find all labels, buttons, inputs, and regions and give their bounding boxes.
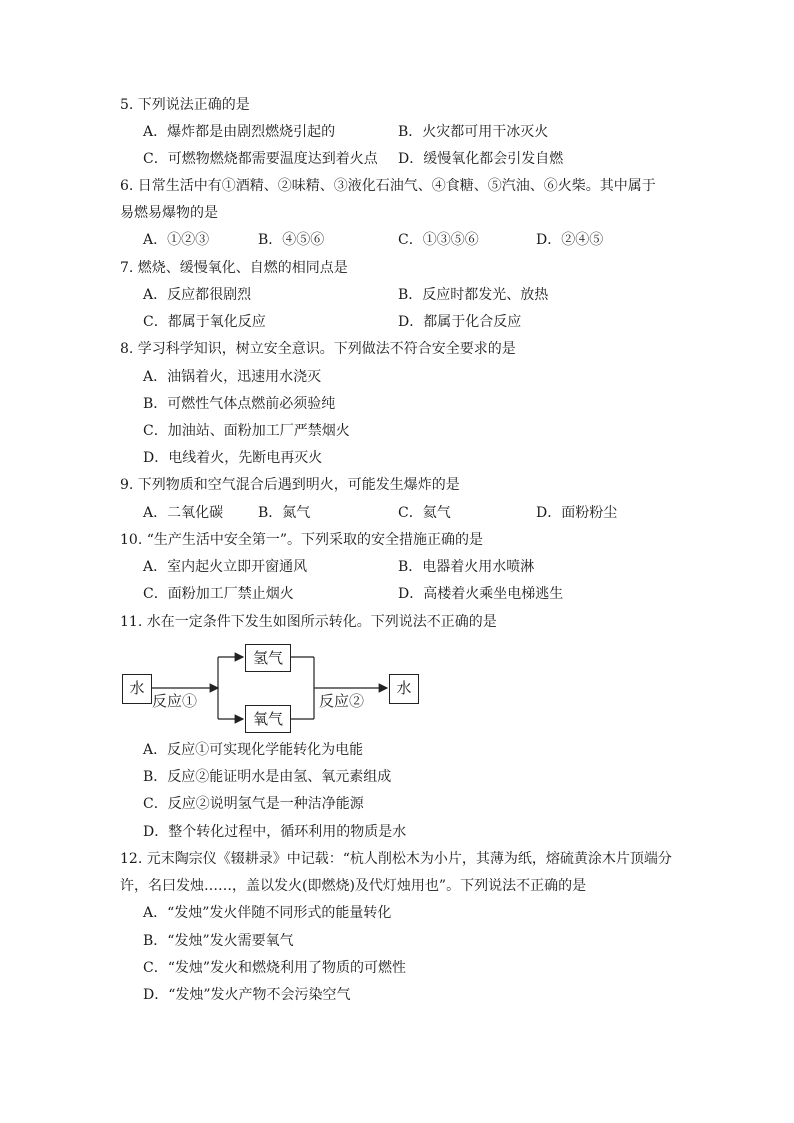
q10-option-d: D．高楼着火乘坐电梯逃生 <box>398 586 564 602</box>
q7-option-b: B．反应时都发光、放热 <box>398 287 549 303</box>
q11-option-c: C．反应②说明氢气是一种洁净能源 <box>143 796 364 812</box>
q10-stem: 10. “生产生活中安全第一”。下列采取的安全措施正确的是 <box>120 532 484 548</box>
q9-option-a: A．二氧化碳 <box>143 505 224 521</box>
q8-option-c: C．加油站、面粉加工厂严禁烟火 <box>143 423 350 439</box>
q6-option-a: A．①②③ <box>143 232 210 248</box>
q12-stem-line2: 许，名曰发烛……，盖以发火(即燃烧)及代灯烛用也”。下列说法不正确的是 <box>120 878 587 894</box>
q11-option-d: D．整个转化过程中，循环利用的物质是水 <box>143 824 407 840</box>
q5-option-b: B．火灾都可用干冰灭火 <box>398 124 549 140</box>
q9-stem: 9. 下列物质和空气混合后遇到明火，可能发生爆炸的是 <box>120 477 460 493</box>
q7-option-d: D．都属于化合反应 <box>398 314 522 330</box>
q11-option-a: A．反应①可实现化学能转化为电能 <box>143 742 364 758</box>
q5-option-a: A．爆炸都是由剧烈燃烧引起的 <box>143 124 336 140</box>
water-box-left: 水 <box>122 674 152 704</box>
q8-stem: 8. 学习科学知识，树立安全意识。下列做法不符合安全要求的是 <box>120 341 516 357</box>
q12-option-b: B．“发烛”发火需要氧气 <box>143 933 294 949</box>
reaction-1-label: 反应① <box>152 692 198 710</box>
q9-option-b: B．氮气 <box>258 505 311 521</box>
q10-option-c: C．面粉加工厂禁止烟火 <box>143 586 294 602</box>
q9-option-d: D．面粉粉尘 <box>536 505 618 521</box>
q10-option-b: B．电器着火用水喷淋 <box>398 559 535 575</box>
hydrogen-box: 氢气 <box>245 644 291 672</box>
water-conversion-diagram <box>118 642 428 738</box>
q9-option-c: C．氦气 <box>398 505 451 521</box>
q6-option-d: D．②④⑤ <box>536 232 604 248</box>
q6-option-b: B．④⑤⑥ <box>258 232 325 248</box>
q11-stem: 11. 水在一定条件下发生如图所示转化。下列说法不正确的是 <box>120 614 497 630</box>
water-box-right: 水 <box>389 674 419 704</box>
q6-option-c: C．①③⑤⑥ <box>398 232 479 248</box>
q5-option-d: D．缓慢氧化都会引发自燃 <box>398 151 564 167</box>
q6-stem-line2: 易燃易爆物的是 <box>120 205 218 221</box>
q12-option-d: D．“发烛”发火产物不会污染空气 <box>143 987 351 1003</box>
q12-option-c: C．“发烛”发火和燃烧利用了物质的可燃性 <box>143 960 407 976</box>
q8-option-d: D．电线着火，先断电再灭火 <box>143 450 323 466</box>
q11-option-b: B．反应②能证明水是由氢、氧元素组成 <box>143 769 392 785</box>
q5-stem: 5. 下列说法正确的是 <box>120 97 250 113</box>
q7-stem: 7. 燃烧、缓慢氧化、自燃的相同点是 <box>120 260 348 276</box>
q5-option-c: C．可燃物燃烧都需要温度达到着火点 <box>143 151 378 167</box>
q8-option-a: A．油锅着火，迅速用水浇灭 <box>143 369 322 385</box>
oxygen-box: 氧气 <box>245 705 291 733</box>
q7-option-c: C．都属于氧化反应 <box>143 314 266 330</box>
q12-option-a: A．“发烛”发火伴随不同形式的能量转化 <box>143 905 392 921</box>
q7-option-a: A．反应都很剧烈 <box>143 287 252 303</box>
reaction-2-label: 反应② <box>319 692 365 710</box>
q12-stem-line1: 12. 元末陶宗仪《辍耕录》中记载：“杭人削松木为小片，其薄为纸，熔硫黄涂木片顶端分 <box>120 851 672 867</box>
q10-option-a: A．室内起火立即开窗通风 <box>143 559 308 575</box>
q8-option-b: B．可燃性气体点燃前必须验纯 <box>143 396 336 412</box>
q6-stem-line1: 6. 日常生活中有①酒精、②味精、③液化石油气、④食糖、⑤汽油、⑥火柴。其中属于 <box>120 178 656 194</box>
